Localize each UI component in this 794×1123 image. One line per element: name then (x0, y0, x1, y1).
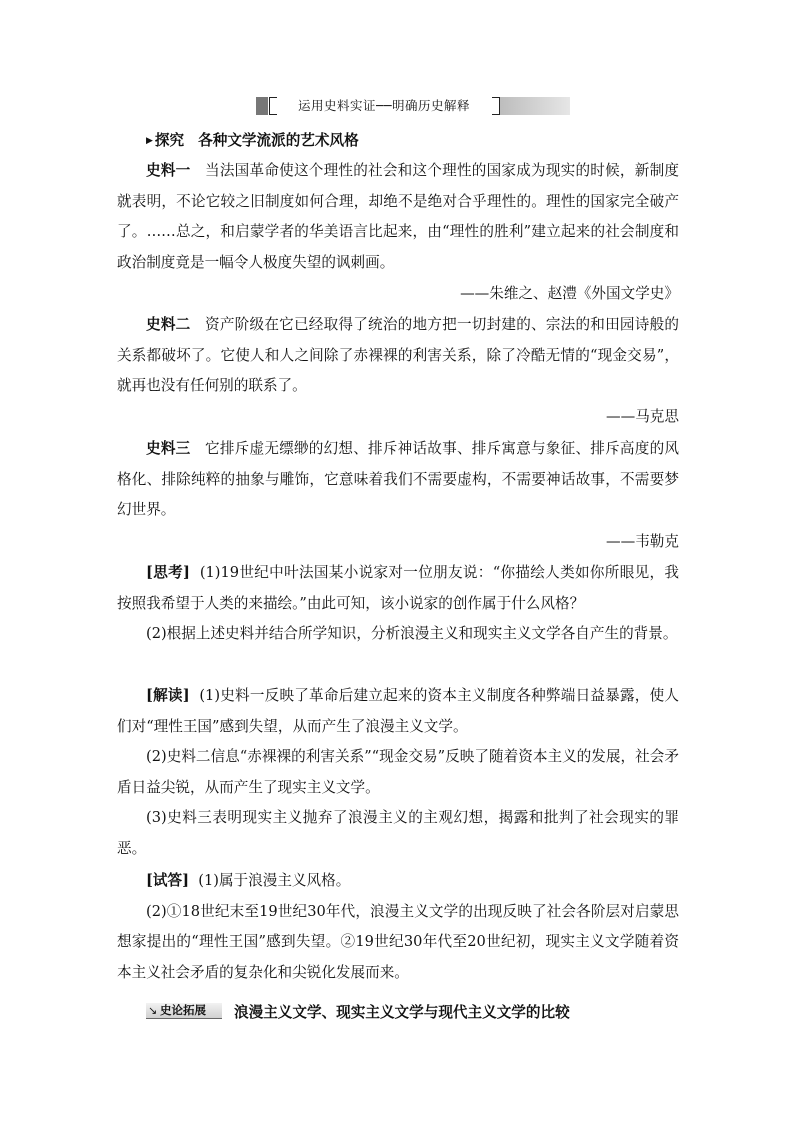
extension-badge (146, 1003, 222, 1019)
material-tag: 史料三 (146, 440, 191, 457)
think-section (117, 558, 679, 650)
extension-badge-label: 史论拓展 (160, 1003, 206, 1017)
think-tag: [思考] (146, 564, 190, 581)
material-2 (117, 310, 679, 402)
answer-tag: [试答] (146, 872, 189, 889)
think-question-1: (1)19世纪中叶法国某小说家对一位朋友说：“你描绘人类如你所眼见，我按照我希望于人类的来描绘。”由此可知，该小说家的创作属于什么风格？ (117, 564, 679, 612)
banner-left-bar (256, 97, 268, 115)
explain-tag: [解读] (146, 687, 190, 704)
explain-section (117, 681, 679, 864)
material-text: 它排斥虚无缥缈的幻想、排斥神话故事、排斥寓意与象征、排斥高度的风格化、排除纯粹的抽象与雕饰，它意味着我们不需要虚构，不需要神话故事，不需要梦幻世界。 (117, 440, 679, 518)
answer-section (117, 866, 679, 988)
explain-paragraph-3: (3)史料三表明现实主义抛弃了浪漫主义的主观幻想，揭露和批判了社会现实的罪恶。 (117, 809, 679, 857)
triangle-icon: ▶ (146, 136, 153, 146)
explain-paragraph-1: (1)史料一反映了革命后建立起来的资本主义制度各种弊端日益暴露，使人们对“理性王国”感到失望，从而产生了浪漫主义文学。 (117, 687, 679, 735)
answer-1: (1)属于浪漫主义风格。 (198, 872, 351, 889)
answer-2: (2)①18世纪末至19世纪30年代，浪漫主义文学的出现反映了社会各阶层对启蒙思想家提出的“理性王国”感到失望。②19世纪30年代至20世纪初，现实主义文学随着资本主义社会矛盾的复杂化和尖锐化发展而来。 (117, 902, 679, 981)
material-text: 资产阶级在它已经取得了统治的地方把一切封建的、宗法的和田园诗般的关系都破坏了。它使人和人之间除了赤裸裸的利害关系，除了冷酷无情的“现金交易”，就再也没有任何别的联系了。 (117, 316, 679, 394)
explore-heading (146, 129, 359, 150)
banner-right-bracket (492, 97, 500, 115)
arrow-icon: ↘ (148, 1004, 158, 1017)
explain-paragraph-2: (2)史料二信息“赤裸裸的利害关系”“现金交易”反映了随着资本主义的发展，社会矛盾日益尖锐，从而产生了现实主义文学。 (117, 748, 679, 796)
material-tag: 史料一 (146, 162, 191, 179)
banner-left-bracket (269, 97, 277, 115)
think-question-2: (2)根据上述史料并结合所学知识，分析浪漫主义和现实主义文学各自产生的背景。 (146, 625, 678, 642)
section-banner (256, 97, 570, 115)
material-3-source: ——韦勒克 (606, 533, 679, 550)
material-3 (117, 434, 679, 526)
material-2-source: ——马克思 (606, 408, 679, 425)
material-tag: 史料二 (146, 316, 191, 333)
material-1 (117, 156, 679, 278)
explore-title: 各种文学流派的艺术风格 (198, 132, 359, 149)
banner-right-bar (500, 97, 570, 115)
explore-label: 探究 (154, 132, 185, 149)
material-1-source: ——朱维之、赵澧《外国文学史》 (460, 285, 679, 302)
banner-title: 运用史料实证──明确历史解释 (297, 98, 471, 113)
extension-title: 浪漫主义文学、现实主义文学与现代主义文学的比较 (234, 1004, 570, 1021)
material-text: 当法国革命使这个理性的社会和这个理性的国家成为现实的时候，新制度就表明，不论它较之旧制度如何合理，却绝不是绝对合乎理性的。理性的国家完全破产了。……总之，和启蒙学者的华美语言比起来，由“理性的胜利”建立起来的社会制度和政治制度竟是一幅令人极度失望的讽刺画。 (117, 162, 679, 271)
